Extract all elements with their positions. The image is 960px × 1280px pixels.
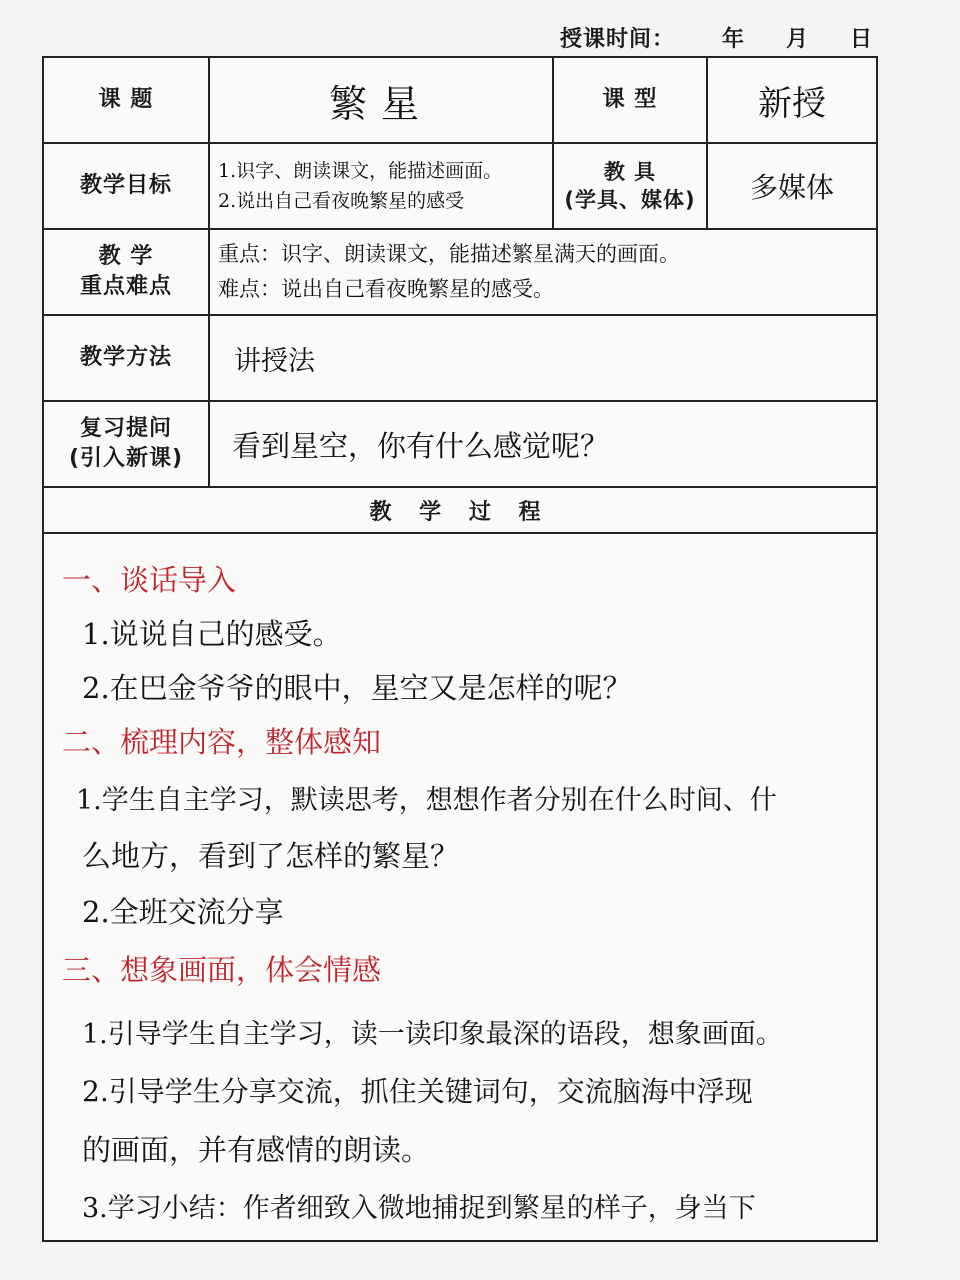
key-points-value: 重点：识字、朗读课文，能描述繁星满天的画面。 难点：说出自己看夜晚繁星的感受。 — [218, 242, 680, 301]
process-line: 1.说说自己的感受。 — [82, 617, 342, 651]
tools-value: 多媒体 — [749, 171, 834, 204]
process-line: 2.引导学生分享交流，抓住关键词句，交流脑海中浮现 — [82, 1075, 753, 1108]
process-heading-3: 三、想象画面，体会情感 — [62, 953, 382, 987]
key-points-row — [44, 230, 876, 316]
type-value: 新授 — [758, 83, 826, 124]
goals-value: 1.识字、朗读课文，能描述画面。 2.说出自己看夜晚繁星的感受 — [210, 144, 554, 228]
process-line: 1.引导学生自主学习，读一读印象最深的语段，想象画面。 — [82, 1019, 783, 1050]
lesson-plan-table — [42, 56, 878, 1242]
goals-row — [44, 144, 876, 230]
process-line: 的画面，并有感情的朗读。 — [82, 1133, 431, 1167]
topic-label: 课 题 — [44, 58, 210, 142]
class-date-line — [540, 18, 900, 54]
process-line: 么地方，看到了怎样的繁星？ — [82, 839, 460, 873]
key-points-label: 教 学 重点难点 — [44, 230, 210, 314]
method-row — [44, 316, 876, 402]
process-line: 2.在巴金爷爷的眼中，星空又是怎样的呢？ — [82, 671, 632, 705]
review-row — [44, 402, 876, 488]
method-value: 讲授法 — [234, 345, 315, 377]
process-heading-1: 一、谈话导入 — [62, 563, 237, 597]
month-label: 月 — [786, 27, 810, 52]
date-label: 授课时间： — [560, 27, 676, 52]
day-label: 日 — [850, 27, 874, 52]
process-heading-2: 二、梳理内容，整体感知 — [62, 725, 382, 759]
type-label: 课 型 — [554, 58, 708, 142]
teaching-process — [60, 538, 866, 1238]
process-line: 1.学生自主学习，默读思考，想想作者分别在什么时间、什 — [76, 785, 777, 816]
review-value: 看到星空，你有什么感觉呢？ — [232, 428, 610, 463]
process-title: 教 学 过 程 — [44, 488, 876, 534]
tools-label: 教 具 (学具、媒体) — [554, 144, 708, 228]
year-label: 年 — [722, 27, 746, 52]
process-line: 2.全班交流分享 — [82, 895, 284, 929]
topic-row — [44, 58, 876, 144]
topic-value: 繁星 — [210, 58, 554, 142]
method-label: 教学方法 — [44, 316, 210, 400]
process-line: 3.学习小结：作者细致入微地捕捉到繁星的样子，身当下 — [82, 1193, 756, 1224]
goals-label: 教学目标 — [44, 144, 210, 228]
review-label: 复习提问 (引入新课) — [44, 402, 210, 486]
